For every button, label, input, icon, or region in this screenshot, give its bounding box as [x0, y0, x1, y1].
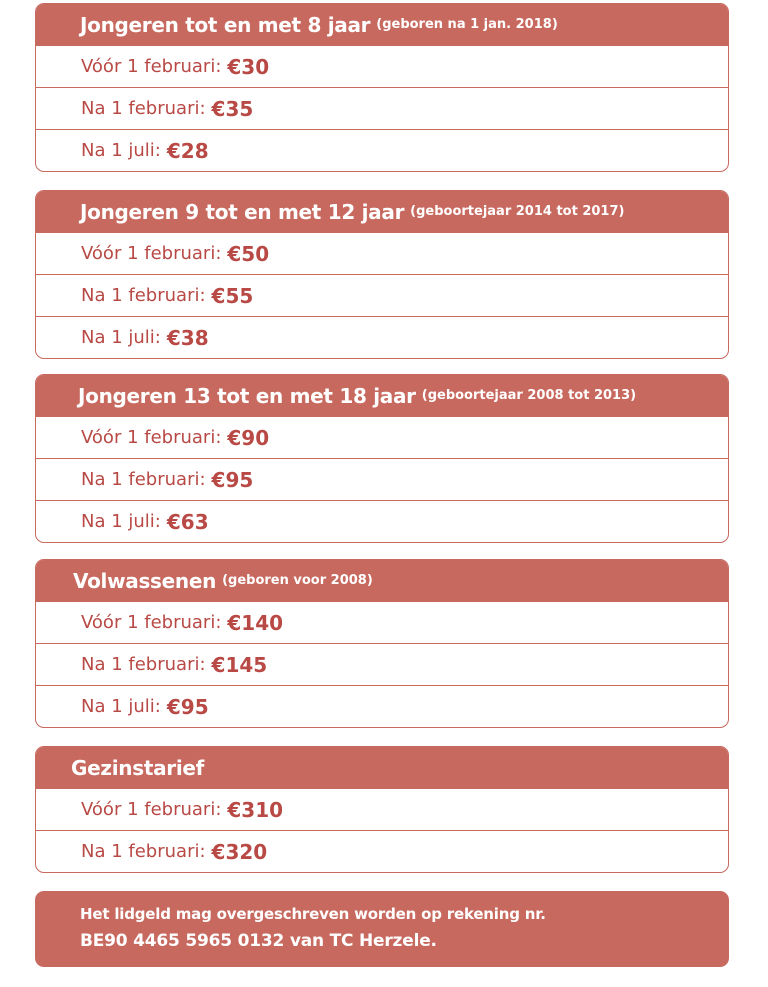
- tariff-row: [36, 685, 728, 727]
- tariff-row: [36, 87, 728, 129]
- tariff-row-price: €310: [227, 797, 284, 822]
- tariff-card-under-8: [35, 3, 729, 172]
- tariff-row-price: €63: [166, 509, 209, 534]
- payment-info-text: Het lidgeld mag overgeschreven worden op rekening nr.: [80, 905, 546, 923]
- tariff-card-13-to-18: [35, 374, 729, 543]
- tariff-row: [36, 416, 728, 458]
- tariff-row-label: Na 1 juli:: [81, 327, 161, 348]
- tariff-row: [36, 232, 728, 274]
- tariff-row-label: Na 1 juli:: [81, 696, 161, 717]
- tariff-card-title: Gezinstarief: [71, 755, 205, 780]
- tariff-row: [36, 129, 728, 171]
- tariff-row-price: €140: [227, 610, 284, 635]
- tariff-card-note: (geboren voor 2008): [222, 573, 373, 588]
- tariff-row-price: €55: [211, 283, 254, 308]
- payment-info-box: [35, 891, 729, 967]
- bank-account-text: BE90 4465 5965 0132 van TC Herzele.: [80, 931, 437, 951]
- tariff-row-price: €95: [166, 694, 209, 719]
- tariff-row-label: Na 1 juli:: [81, 511, 161, 532]
- tariff-row-label: Vóór 1 februari:: [81, 243, 222, 264]
- tariff-card-title: Jongeren 9 tot en met 12 jaar: [80, 199, 405, 224]
- tariff-card-9-to-12: [35, 190, 729, 359]
- tariff-card-note: (geboortejaar 2014 tot 2017): [410, 204, 625, 219]
- tariff-card-title: Jongeren tot en met 8 jaar: [80, 12, 371, 37]
- tariff-card-note: (geboortejaar 2008 tot 2013): [421, 388, 637, 403]
- tariff-row-price: €145: [211, 652, 268, 677]
- tariff-row-label: Na 1 februari:: [81, 98, 206, 119]
- tariff-row: [36, 788, 728, 830]
- tariff-card-header: [36, 747, 728, 788]
- tariff-row-price: €38: [166, 325, 209, 350]
- tariff-card-title: Jongeren 13 tot en met 18 jaar: [78, 383, 416, 408]
- tariff-row: [36, 643, 728, 685]
- tariff-row: [36, 45, 728, 87]
- tariff-card-header: [36, 375, 728, 416]
- tariff-row: [36, 830, 728, 872]
- tariff-row-price: €30: [227, 54, 270, 79]
- tariff-row-price: €35: [211, 96, 254, 121]
- tariff-row-label: Na 1 juli:: [81, 140, 161, 161]
- tariff-row-label: Na 1 februari:: [81, 469, 206, 490]
- tariff-row-label: Vóór 1 februari:: [81, 56, 222, 77]
- tariff-row-price: €50: [227, 241, 270, 266]
- tariff-row: [36, 601, 728, 643]
- tariff-card-header: [36, 191, 728, 232]
- tariff-row-price: €90: [227, 425, 270, 450]
- tariff-row: [36, 316, 728, 358]
- tariff-row-label: Na 1 februari:: [81, 841, 206, 862]
- tariff-row-price: €28: [166, 138, 209, 163]
- tariff-card-title: Volwassenen: [73, 568, 217, 593]
- tariff-card-adults: [35, 559, 729, 728]
- tariff-row-label: Na 1 februari:: [81, 285, 206, 306]
- tariff-card-header: [36, 560, 728, 601]
- tariff-row-price: €95: [211, 467, 254, 492]
- tariff-row-label: Vóór 1 februari:: [81, 799, 222, 820]
- tariff-row: [36, 500, 728, 542]
- tariff-card-header: [36, 4, 728, 45]
- tariff-row-label: Na 1 februari:: [81, 654, 206, 675]
- tariff-row: [36, 274, 728, 316]
- tariff-row: [36, 458, 728, 500]
- tariff-row-price: €320: [211, 839, 268, 864]
- tariff-card-note: (geboren na 1 jan. 2018): [376, 17, 558, 32]
- tariff-row-label: Vóór 1 februari:: [81, 612, 222, 633]
- tariff-row-label: Vóór 1 februari:: [81, 427, 222, 448]
- tariff-card-family: [35, 746, 729, 873]
